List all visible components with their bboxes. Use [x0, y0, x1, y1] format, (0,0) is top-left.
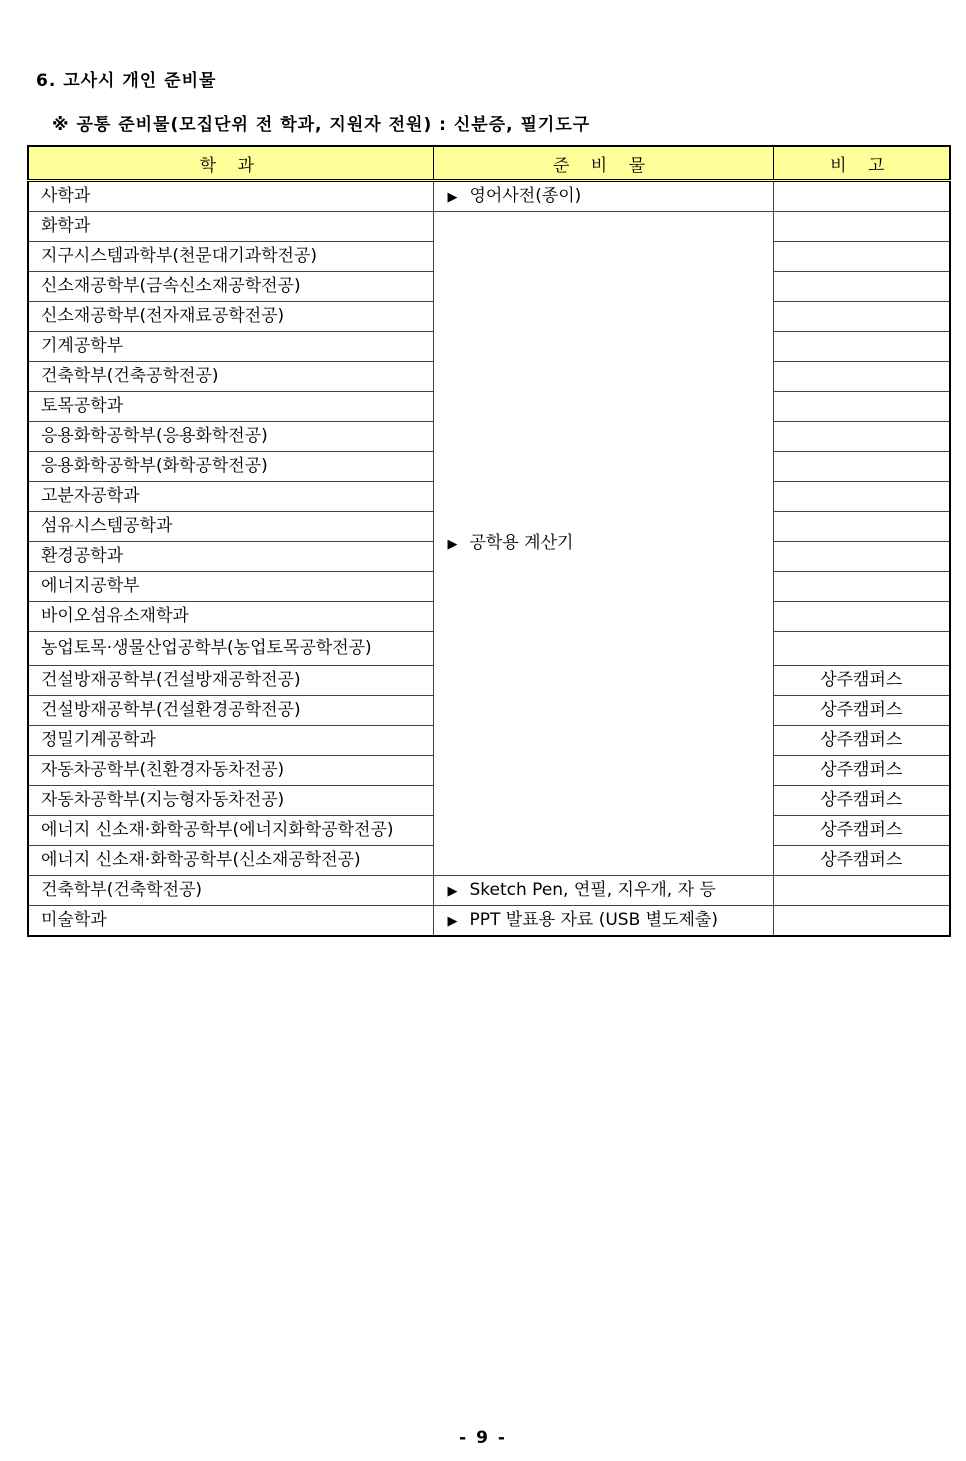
- department-cell: 미술학과: [28, 906, 433, 937]
- table-row: [28, 876, 950, 906]
- remarks-cell: 상주캠퍼스: [773, 756, 950, 786]
- preparation-text: PPT 발표용 자료 (USB 별도제출): [469, 910, 718, 930]
- table-header-row: [28, 146, 950, 181]
- preparation-cell: [433, 212, 773, 876]
- remarks-cell: 상주캠퍼스: [773, 786, 950, 816]
- department-cell: 농업토목·생물산업공학부(농업토목공학전공): [28, 632, 433, 666]
- preparation-cell: [433, 181, 773, 212]
- department-cell: 토목공학과: [28, 392, 433, 422]
- remarks-cell: [773, 452, 950, 482]
- header-preparation: 준 비 물: [433, 146, 773, 181]
- department-cell: 화학과: [28, 212, 433, 242]
- department-cell: 정밀기계공학과: [28, 726, 433, 756]
- page-number: - 9 -: [459, 1428, 507, 1448]
- department-cell: 자동차공학부(친환경자동차전공): [28, 756, 433, 786]
- remarks-cell: [773, 422, 950, 452]
- remarks-cell: [773, 632, 950, 666]
- remarks-cell: [773, 602, 950, 632]
- department-cell: 에너지 신소재·화학공학부(에너지화학공학전공): [28, 816, 433, 846]
- department-cell: 에너지공학부: [28, 572, 433, 602]
- remarks-cell: [773, 392, 950, 422]
- header-department: 학 과: [28, 146, 433, 181]
- department-cell: 건설방재공학부(건설방재공학전공): [28, 666, 433, 696]
- remarks-cell: [773, 242, 950, 272]
- common-note: ※ 공통 준비물(모집단위 전 학과, 지원자 전원) : 신분증, 필기도구: [52, 115, 591, 135]
- table-row: [28, 181, 950, 212]
- department-cell: 응용화학공학부(화학공학전공): [28, 452, 433, 482]
- arrow-icon: ▶: [447, 190, 458, 205]
- remarks-cell: 상주캠퍼스: [773, 666, 950, 696]
- table-row: [28, 212, 950, 242]
- remarks-cell: [773, 332, 950, 362]
- header-remarks: 비 고: [773, 146, 950, 181]
- arrow-icon: ▶: [447, 537, 458, 552]
- department-cell: 에너지 신소재·화학공학부(신소재공학전공): [28, 846, 433, 876]
- remarks-cell: [773, 512, 950, 542]
- department-cell: 지구시스템과학부(천문대기과학전공): [28, 242, 433, 272]
- remarks-cell: 상주캠퍼스: [773, 846, 950, 876]
- department-cell: 환경공학과: [28, 542, 433, 572]
- arrow-icon: ▶: [447, 884, 458, 899]
- department-cell: 신소재공학부(금속신소재공학전공): [28, 272, 433, 302]
- department-cell: 건설방재공학부(건설환경공학전공): [28, 696, 433, 726]
- remarks-cell: [773, 572, 950, 602]
- remarks-cell: [773, 482, 950, 512]
- preparation-text: 영어사전(종이): [469, 186, 582, 206]
- remarks-cell: [773, 212, 950, 242]
- remarks-cell: [773, 302, 950, 332]
- table-row: [28, 906, 950, 937]
- remarks-cell: [773, 272, 950, 302]
- preparation-text: 공학용 계산기: [469, 533, 574, 553]
- department-cell: 기계공학부: [28, 332, 433, 362]
- department-cell: 자동차공학부(지능형자동차전공): [28, 786, 433, 816]
- preparation-cell: [433, 876, 773, 906]
- remarks-cell: 상주캠퍼스: [773, 816, 950, 846]
- remarks-cell: [773, 181, 950, 212]
- department-cell: 건축학부(건축공학전공): [28, 362, 433, 392]
- section-title: 6. 고사시 개인 준비물: [36, 71, 217, 91]
- preparation-cell: [433, 906, 773, 937]
- department-cell: 건축학부(건축학전공): [28, 876, 433, 906]
- department-cell: 응용화학공학부(응용화학전공): [28, 422, 433, 452]
- department-cell: 사학과: [28, 181, 433, 212]
- arrow-icon: ▶: [447, 914, 458, 929]
- remarks-cell: 상주캠퍼스: [773, 726, 950, 756]
- department-cell: 고분자공학과: [28, 482, 433, 512]
- remarks-cell: [773, 876, 950, 906]
- department-cell: 신소재공학부(전자재료공학전공): [28, 302, 433, 332]
- remarks-cell: [773, 542, 950, 572]
- preparation-table: [27, 145, 951, 937]
- remarks-cell: [773, 362, 950, 392]
- remarks-cell: 상주캠퍼스: [773, 696, 950, 726]
- department-cell: 바이오섬유소재학과: [28, 602, 433, 632]
- preparation-text: Sketch Pen, 연필, 지우개, 자 등: [469, 880, 716, 900]
- remarks-cell: [773, 906, 950, 937]
- department-cell: 섬유시스템공학과: [28, 512, 433, 542]
